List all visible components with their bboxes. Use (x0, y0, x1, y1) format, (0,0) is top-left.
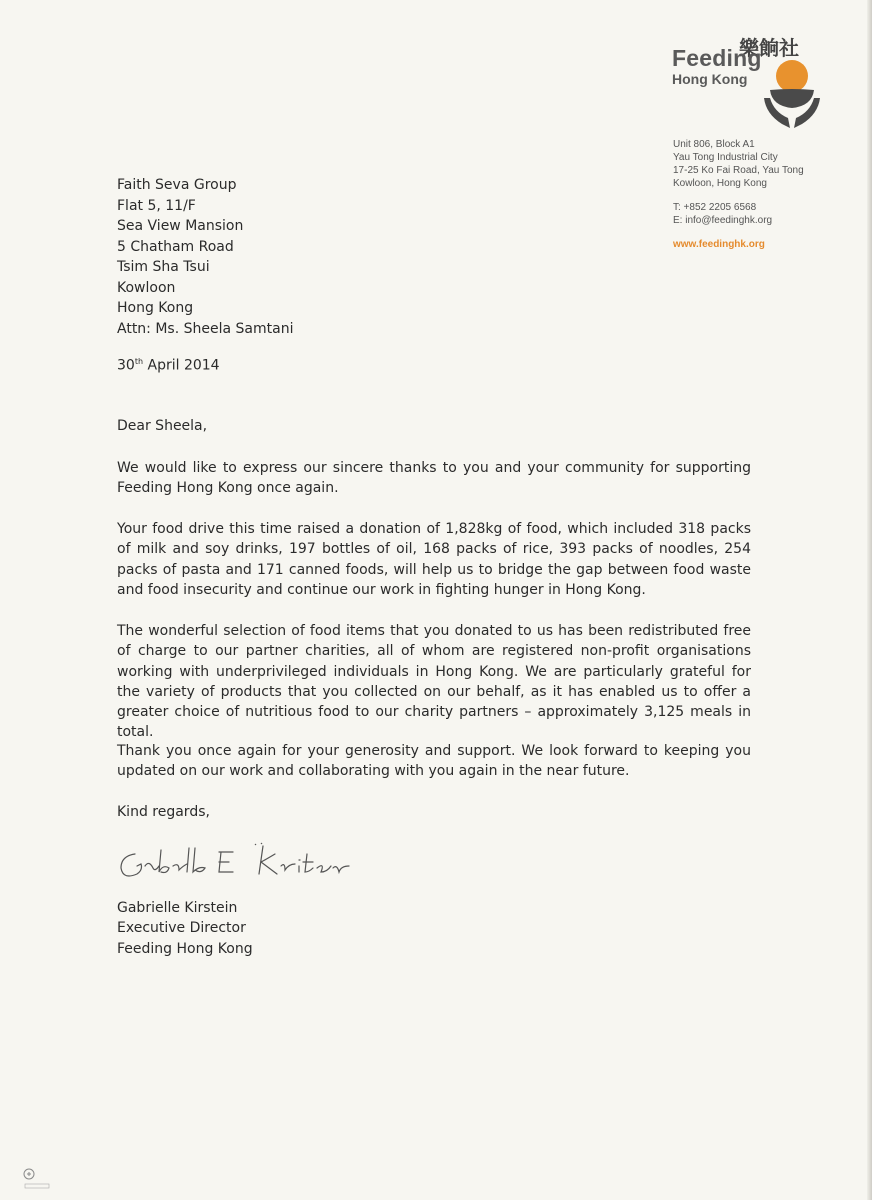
website-link: www.feedinghk.org (673, 239, 765, 250)
recipient-line: Faith Seva Group (117, 177, 237, 193)
signatory-block (117, 898, 253, 959)
body-paragraph: The wonderful selection of food items that you donated to us has been redistributed free of charge to our partner charities, all of whom are registered non-profit organisations working with underprivileged individuals in Hong Kong. We are particularly grateful for the variety of products that you collected on our behalf, as it has enabled us to offer a greater choice of nutritious food to our charity partners – approximately 3,125 meals in total. (117, 623, 751, 741)
recipient-address (117, 175, 293, 339)
recipient-line: Flat 5, 11/F (117, 197, 196, 214)
address-line: 17-25 Ko Fai Road, Yau Tong (673, 165, 804, 176)
email-address: E: info@feedinghk.org (673, 215, 773, 226)
handwritten-signature (115, 836, 355, 886)
page-edge (867, 0, 872, 1200)
recipient-line: Sea View Mansion (117, 218, 244, 234)
recipient-line: Hong Kong (117, 300, 194, 316)
signatory-organisation: Feeding Hong Kong (117, 940, 253, 957)
signatory-title: Executive Director (117, 920, 246, 937)
recipient-line: Tsim Sha Tsui (117, 259, 210, 275)
date-day: 30 (117, 357, 135, 374)
signatory-name: Gabrielle Kirstein (117, 900, 238, 916)
body-paragraph: We would like to express our sincere thanks to you and your community for supporting Feeding Hong Kong once again. (117, 460, 751, 497)
salutation: Dear Sheela, (117, 418, 208, 434)
body-paragraph: Your food drive this time raised a donation of 1,828kg of food, which included 318 packs of milk and soy drinks, 197 bottles of oil, 168 packs of rice, 393 packs of noodles, 254 packs of pasta and 171 canned foods, will help us to bridge the gap between food waste and food insecurity and continue our work in fighting hunger in Hong Kong. (117, 521, 751, 598)
letter-date (117, 357, 220, 374)
address-line: Unit 806, Block A1 (673, 139, 755, 150)
date-suffix: th (134, 357, 144, 366)
date-month-year: April 2014 (143, 357, 220, 374)
recipient-line: Kowloon (117, 279, 176, 296)
address-line: Kowloon, Hong Kong (673, 178, 767, 189)
logo-english-name (672, 47, 762, 86)
logo-chinese-name: 樂餉社 (739, 36, 799, 60)
body-paragraph: Thank you once again for your generosity and support. We look forward to keeping you updated on our work and collaborating with you again in the near future. (117, 743, 751, 780)
bowl-hands-icon (760, 58, 824, 130)
recycle-icon (20, 1164, 56, 1192)
letterhead-contact (673, 138, 804, 251)
feeding-hong-kong-logo (672, 30, 832, 130)
recipient-line: 5 Chatham Road (117, 238, 234, 255)
logo-name-line1: Feeding (672, 45, 762, 71)
closing: Kind regards, (117, 804, 210, 820)
attention-line: Attn: Ms. Sheela Samtani (117, 320, 294, 337)
phone-number: T: +852 2205 6568 (673, 202, 757, 213)
logo-name-line2: Hong Kong (672, 71, 748, 87)
address-line: Yau Tong Industrial City (673, 152, 778, 163)
